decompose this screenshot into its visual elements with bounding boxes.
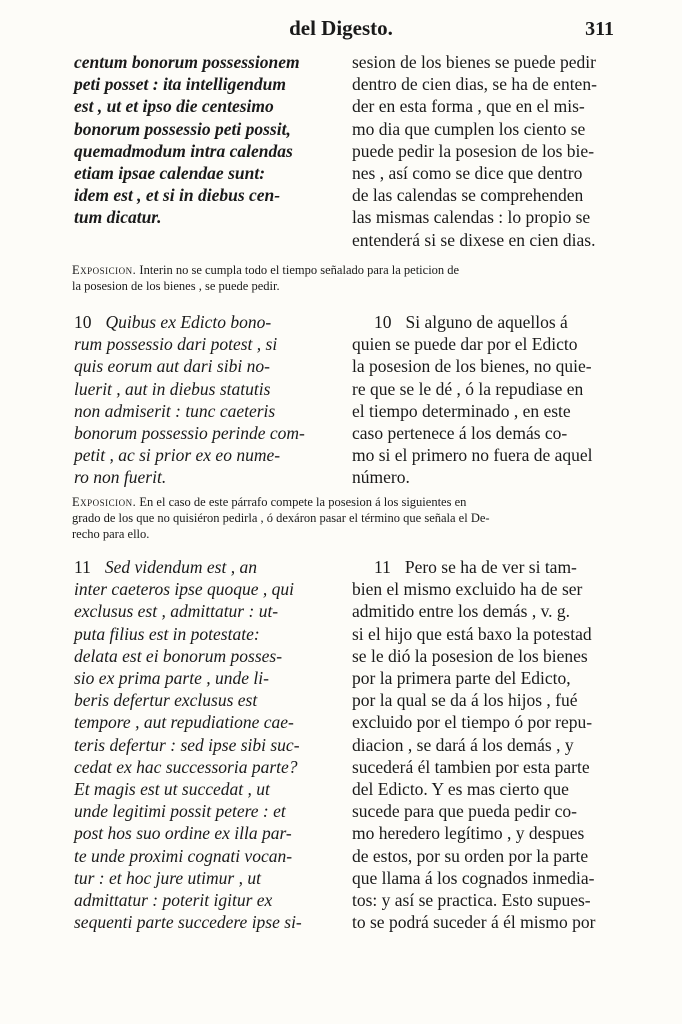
latin-line: bonorum possessio peti possit, [74, 118, 291, 139]
latin-line: admittatur : poterit igitur ex [74, 890, 273, 911]
exposicion-label: Exposicion. [72, 495, 137, 509]
spanish-line: sesion de los bienes se puede pedir [352, 52, 596, 72]
latin-line-text: Quibus ex Edicto bono- [105, 312, 272, 332]
spanish-line: diacion , se dará á los demás , y [352, 734, 574, 755]
latin-line [74, 311, 336, 333]
spanish-line: dentro de cien dias, se ha de enten- [352, 74, 597, 95]
spanish-line: de las calendas se comprehenden [352, 185, 584, 206]
latin-line: delata est ei bonorum posses- [74, 645, 283, 666]
latin-line: tur : et hoc jure utimur , ut [74, 867, 261, 888]
latin-column-2 [74, 311, 336, 489]
exposicion-line: grado de los que no quisiéron pedirla , ó dexáron pasar el término que señala el De- [72, 511, 490, 525]
latin-line: sequenti parte succedere ipse si- [74, 912, 302, 933]
exposicion-line [72, 494, 616, 510]
spanish-line: caso pertenece á los demás co- [352, 423, 568, 444]
latin-line: puta filius est in potestate: [74, 623, 260, 644]
exposicion-line: recho para ello. [72, 527, 150, 541]
exposicion-text: En el caso de este párrafo compete la posesion á los siguientes en [139, 495, 467, 509]
latin-line: post hos suo ordine ex illa par- [74, 823, 292, 844]
spanish-line: puede pedir la posesion de los bie- [352, 140, 595, 161]
spanish-line: excluido por el tiempo ó por repu- [352, 712, 593, 733]
paragraph-number: 10 [74, 312, 92, 332]
spanish-line: mo si el primero no fuera de aquel [352, 445, 593, 466]
latin-line: inter caeteros ipse quoque , qui [74, 579, 295, 600]
latin-column-3 [74, 556, 336, 933]
spanish-line: por la primera parte del Edicto, [352, 668, 571, 689]
latin-line: non admiserit : tunc caeteris [74, 400, 276, 421]
latin-line: exclusus est , admittatur : ut- [74, 601, 279, 622]
latin-line [74, 556, 336, 578]
latin-line: beris defertur exclusus est [74, 690, 258, 711]
spanish-line-text: Si alguno de aquellos á [405, 312, 568, 332]
latin-line-text: Sed videndum est , an [104, 557, 257, 577]
spanish-line: el tiempo determinado , en este [352, 400, 571, 421]
spanish-line: por la qual se da á los hijos , fué [352, 690, 578, 711]
latin-line: cedat ex hac successoria parte? [74, 756, 298, 777]
spanish-line: que llama á los cognados inmedia- [352, 867, 595, 888]
latin-line: bonorum possessio perinde com- [74, 423, 305, 444]
latin-line: luerit , aut in diebus statutis [74, 378, 271, 399]
spanish-line: sucede para que pueda pedir co- [352, 801, 577, 822]
spanish-column-2 [352, 311, 614, 489]
paragraph-number: 11 [74, 557, 91, 577]
spanish-line: las mismas calendas : lo propio se [352, 207, 591, 228]
page-number: 311 [585, 18, 614, 40]
spanish-line: tos: y así se practica. Esto supues- [352, 890, 591, 911]
page-header [0, 16, 682, 46]
latin-line: quis eorum aut dari sibi no- [74, 356, 270, 377]
latin-line: petit , ac si prior ex eo nume- [74, 445, 281, 466]
latin-line: quemadmodum intra calendas [74, 140, 293, 161]
latin-line: te unde proximi cognati vocan- [74, 845, 293, 866]
spanish-line: der en esta forma , que en el mis- [352, 96, 585, 117]
spanish-line: mo heredero legítimo , y despues [352, 823, 585, 844]
running-title: del Digesto. [289, 16, 393, 40]
latin-line: idem est , et si in diebus cen- [74, 185, 281, 206]
spanish-line: la posesion de los bienes, no quie- [352, 356, 592, 377]
spanish-column-3 [352, 556, 614, 933]
latin-line: tum dicatur. [74, 207, 162, 228]
spanish-line: nes , así como se dice que dentro [352, 163, 583, 184]
spanish-line: sucederá él tambien por esta parte [352, 756, 590, 777]
latin-line: sio ex prima parte , unde li- [74, 668, 269, 689]
spanish-line: to se podrá suceder á él mismo por [352, 912, 596, 933]
latin-line: rum possessio dari potest , si [74, 334, 278, 355]
spanish-line: bien el mismo excluido ha de ser [352, 579, 583, 600]
spanish-line: del Edicto. Y es mas cierto que [352, 779, 569, 800]
latin-line: est , ut et ipso die centesimo [74, 96, 274, 117]
paragraph-number: 11 [374, 557, 391, 577]
spanish-line: entenderá si se dixese en cien dias. [352, 229, 596, 250]
exposicion-line: la posesion de los bienes , se puede pedir. [72, 279, 280, 293]
spanish-line [352, 556, 614, 578]
spanish-line: admitido entre los demás , v. g. [352, 601, 571, 622]
exposicion-1 [72, 262, 616, 294]
spanish-line: de estos, por su orden por la parte [352, 845, 589, 866]
exposicion-line [72, 262, 616, 278]
latin-line: ro non fuerit. [74, 467, 167, 488]
spanish-line-text: Pero se ha de ver si tam- [404, 557, 577, 577]
latin-line: teris defertur : sed ipse sibi suc- [74, 734, 300, 755]
latin-line: unde legitimi possit petere : et [74, 801, 286, 822]
latin-line: centum bonorum possessionem [74, 52, 300, 72]
spanish-line [352, 311, 614, 333]
latin-column-1 [74, 51, 336, 229]
spanish-line: número. [352, 467, 410, 488]
exposicion-text: Interin no se cumpla todo el tiempo señalado para la peticion de [139, 263, 460, 277]
exposicion-label: Exposicion. [72, 263, 137, 277]
latin-line: Et magis est ut succedat , ut [74, 779, 270, 800]
spanish-line: mo dia que cumplen los ciento se [352, 118, 586, 139]
latin-line: tempore , aut repudiatione cae- [74, 712, 294, 733]
spanish-line: quien se puede dar por el Edicto [352, 334, 578, 355]
spanish-line: se le dió la posesion de los bienes [352, 645, 588, 666]
exposicion-2 [72, 494, 616, 542]
paragraph-number: 10 [374, 312, 392, 332]
latin-line: peti posset : ita intelligendum [74, 74, 286, 95]
spanish-column-1 [352, 51, 614, 251]
latin-line: etiam ipsae calendae sunt: [74, 163, 266, 184]
spanish-line: re que se le dé , ó la repudiase en [352, 378, 584, 399]
spanish-line: si el hijo que está baxo la potestad [352, 623, 592, 644]
